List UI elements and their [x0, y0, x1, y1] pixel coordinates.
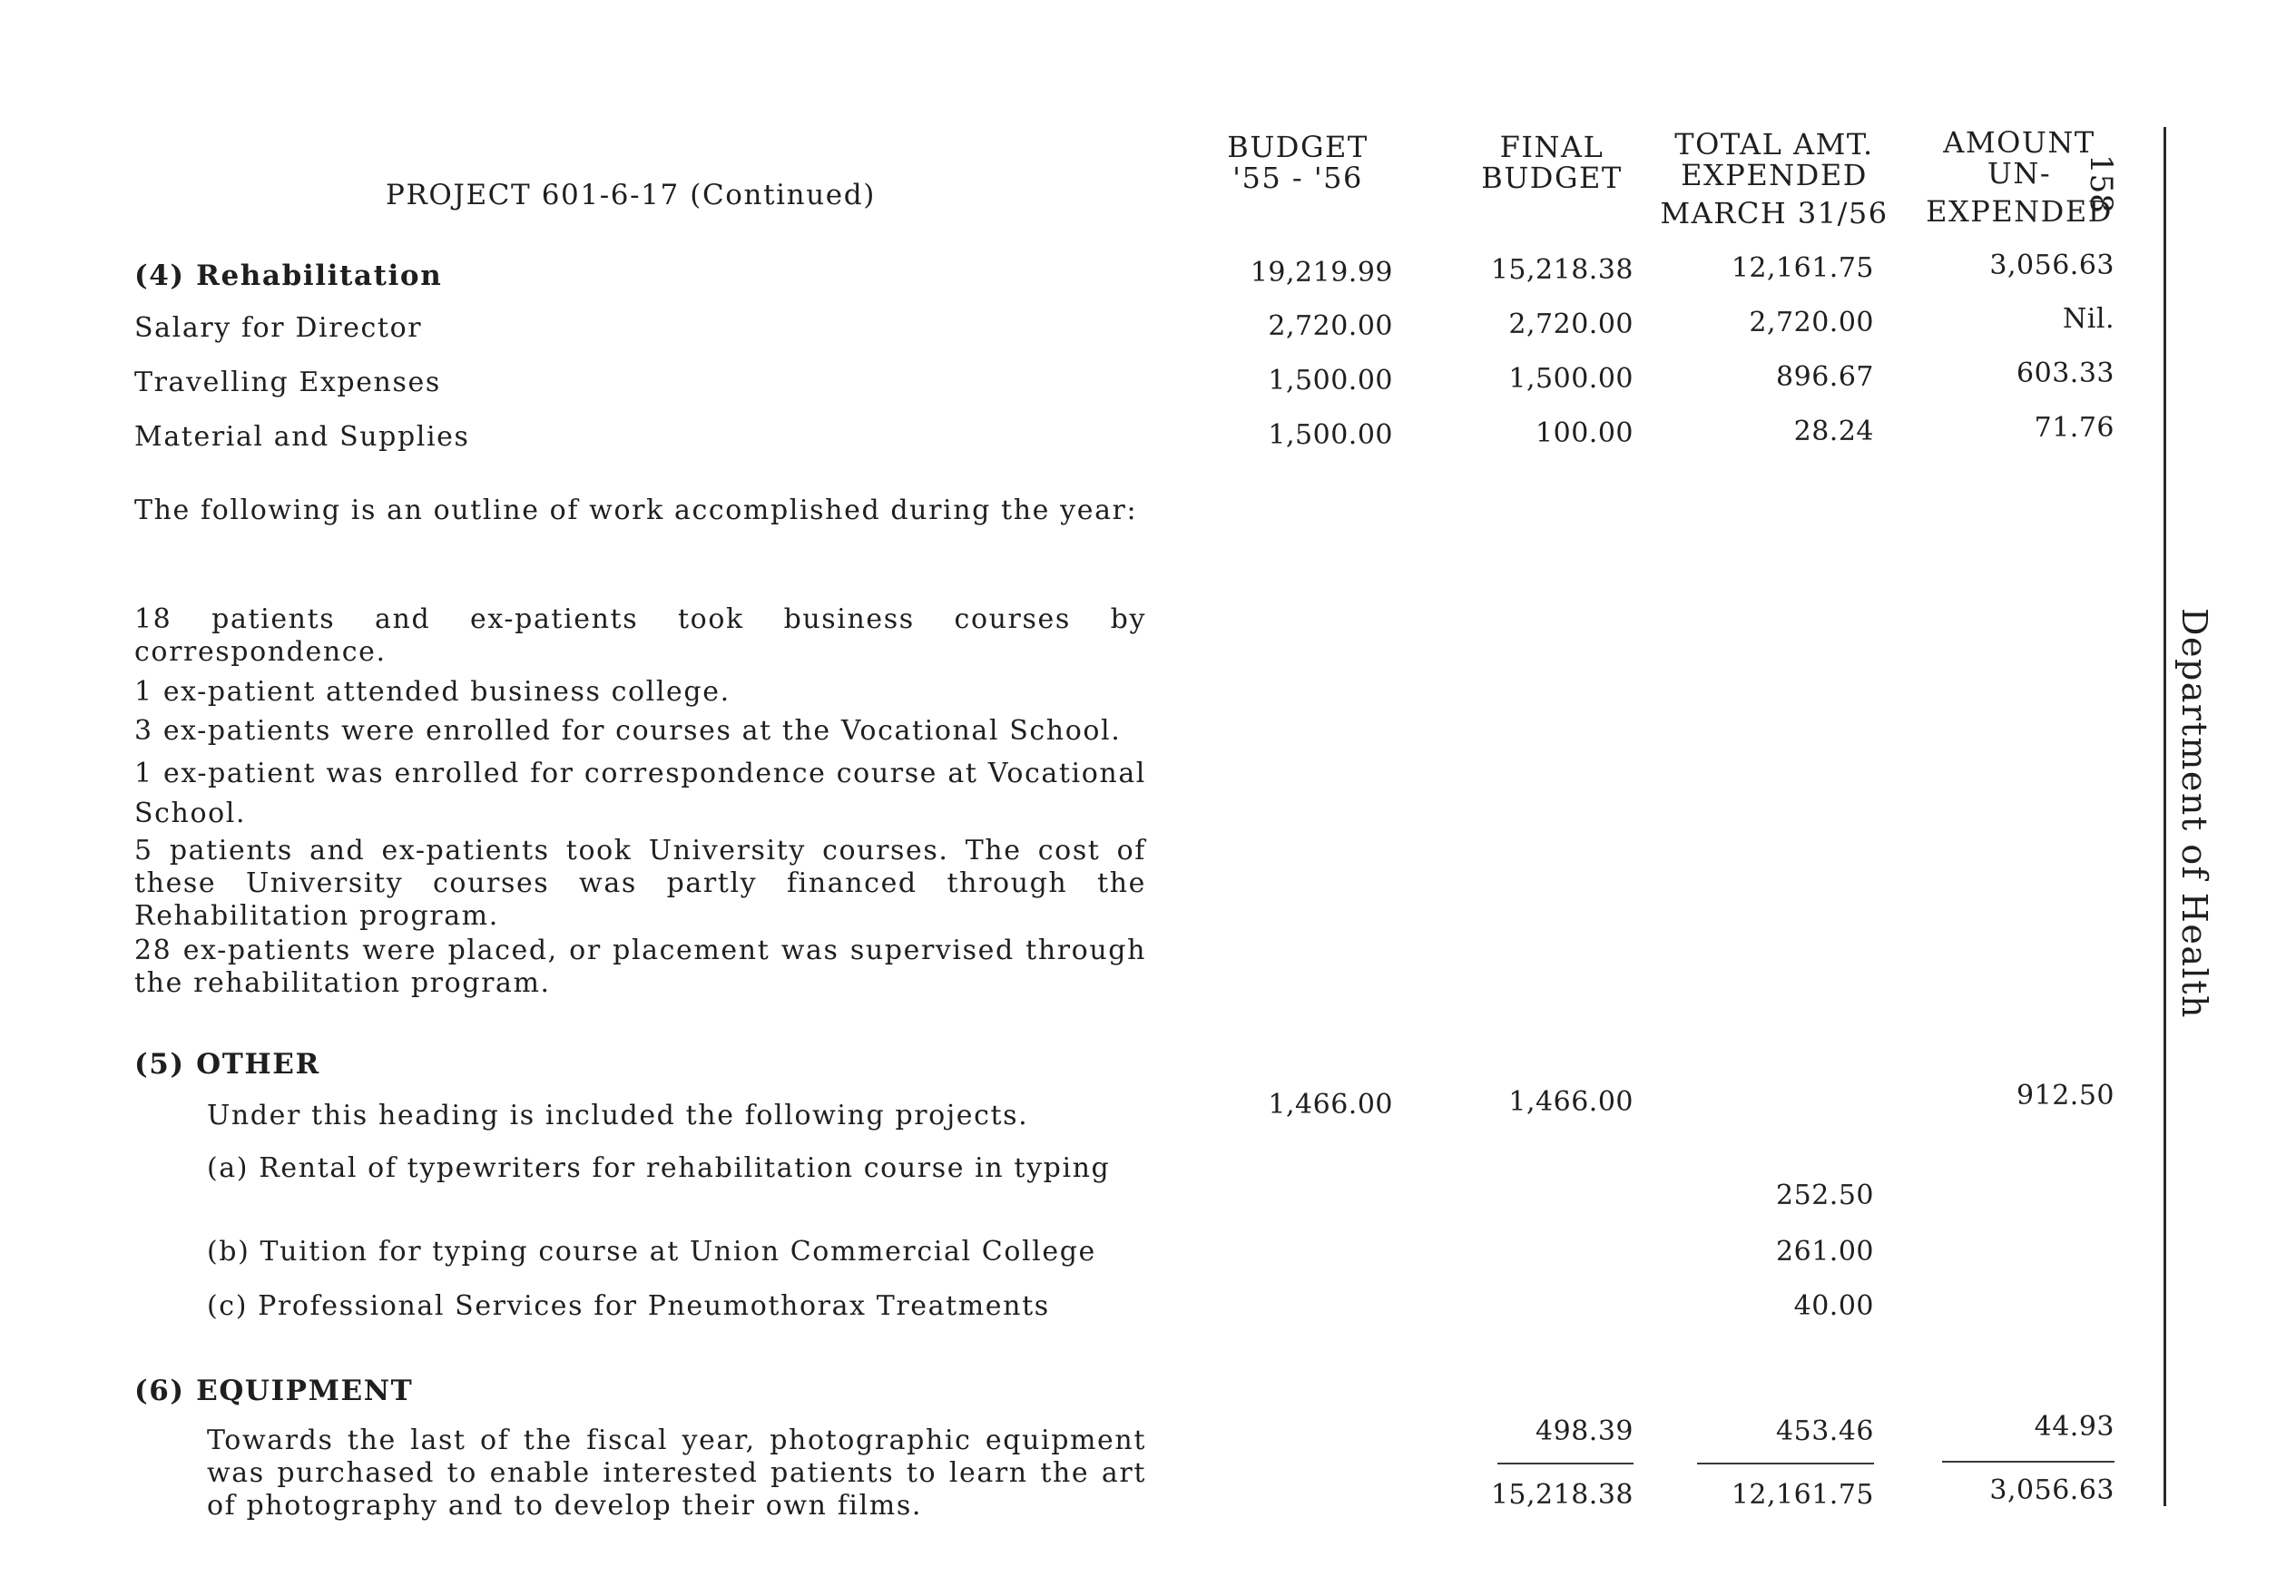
rehab-total-unexpended: 3,056.63	[1989, 250, 2114, 281]
col-header-final-budget: FINAL BUDGET	[1481, 130, 1623, 195]
equipment-text: Towards the last of the fiscal year, photographic equipment was purchased to enable interested patients to learn the art of photography and to develop their own films.	[207, 1425, 1146, 1522]
other-item-value: 40.00	[1793, 1290, 1874, 1322]
col-header-budget: BUDGET '55 - '56	[1227, 130, 1369, 195]
total-rule	[1497, 1463, 1634, 1464]
department-label: Department of Health	[2174, 608, 2214, 1019]
equipment-value-expended: 453.46	[1776, 1415, 1874, 1447]
page-number: 158	[2083, 154, 2119, 213]
other-intro: Under this heading is included the following projects.	[207, 1100, 1029, 1131]
grand-total-final: 15,218.38	[1490, 1479, 1634, 1511]
grand-total-expended: 12,161.75	[1731, 1479, 1874, 1511]
rehab-row-value: Nil.	[2063, 303, 2114, 335]
rehab-row-value: 2,720.00	[1268, 310, 1393, 342]
other-item-value: 252.50	[1776, 1180, 1874, 1211]
col-header-total-expended: TOTAL AMT. EXPENDED MARCH 31/56	[1660, 127, 1889, 230]
rehab-row-label: Material and Supplies	[134, 421, 470, 453]
other-item: (a) Rental of typewriters for rehabilitation course in typing	[207, 1152, 1111, 1184]
rehab-row-value: 896.67	[1776, 361, 1874, 393]
grand-total-unexpended: 3,056.63	[1989, 1474, 2114, 1506]
project-title: PROJECT 601-6-17 (Continued)	[386, 179, 876, 211]
other-item: (c) Professional Services for Pneumothorax Treatments	[207, 1290, 1050, 1322]
rehab-row-value: 1,500.00	[1508, 363, 1634, 395]
other-value-budget: 1,466.00	[1268, 1089, 1393, 1121]
outline-item: 1 ex-patient attended business college.	[134, 676, 731, 708]
page-margin-rule	[2164, 127, 2166, 1506]
outline-item: 3 ex-patients were enrolled for courses at the Vocational School.	[134, 715, 1122, 747]
other-item: (b) Tuition for typing course at Union Commercial College	[207, 1236, 1096, 1268]
total-rule	[1697, 1463, 1874, 1464]
equipment-value-final: 498.39	[1536, 1415, 1634, 1447]
rehab-row-value: 1,500.00	[1268, 365, 1393, 397]
rehab-row-label: Salary for Director	[134, 312, 423, 344]
rehab-row-value: 1,500.00	[1268, 419, 1393, 451]
rehab-row-value: 2,720.00	[1508, 308, 1634, 340]
other-value-final: 1,466.00	[1508, 1086, 1634, 1118]
other-value-unexpended: 912.50	[2016, 1080, 2114, 1111]
equipment-value-unexpended: 44.93	[2034, 1411, 2114, 1443]
rehab-heading: (4) Rehabilitation	[134, 259, 443, 292]
outline-item: 18 patients and ex-patients took business courses by correspondence.	[134, 603, 1146, 668]
other-item-value: 261.00	[1776, 1236, 1874, 1268]
rehab-row-value: 71.76	[2034, 412, 2114, 444]
outline-item: 1 ex-patient was enrolled for correspondence course at Vocational School.	[134, 758, 1146, 829]
total-rule	[1942, 1461, 2114, 1463]
equipment-heading: (6) EQUIPMENT	[134, 1375, 414, 1407]
rehab-total-budget: 19,219.99	[1250, 257, 1393, 289]
rehab-total-expended: 12,161.75	[1731, 252, 1874, 284]
rehab-row-label: Travelling Expenses	[134, 367, 441, 398]
other-heading: (5) OTHER	[134, 1048, 320, 1081]
outline-item: 5 patients and ex-patients took University courses. The cost of these University courses was partly financed through the Rehabilitation program.	[134, 835, 1146, 932]
rehab-row-value: 603.33	[2016, 357, 2114, 389]
outline-intro: The following is an outline of work accomplished during the year:	[134, 494, 1138, 526]
outline-item: 28 ex-patients were placed, or placement was supervised through the rehabilitation program.	[134, 935, 1146, 999]
col-header-unexpended: AMOUNT UN- EXPENDED	[1926, 125, 2113, 229]
rehab-row-value: 28.24	[1793, 416, 1874, 447]
rehab-row-value: 100.00	[1536, 417, 1634, 449]
rehab-row-value: 2,720.00	[1749, 307, 1874, 338]
rehab-total-final: 15,218.38	[1490, 254, 1634, 286]
